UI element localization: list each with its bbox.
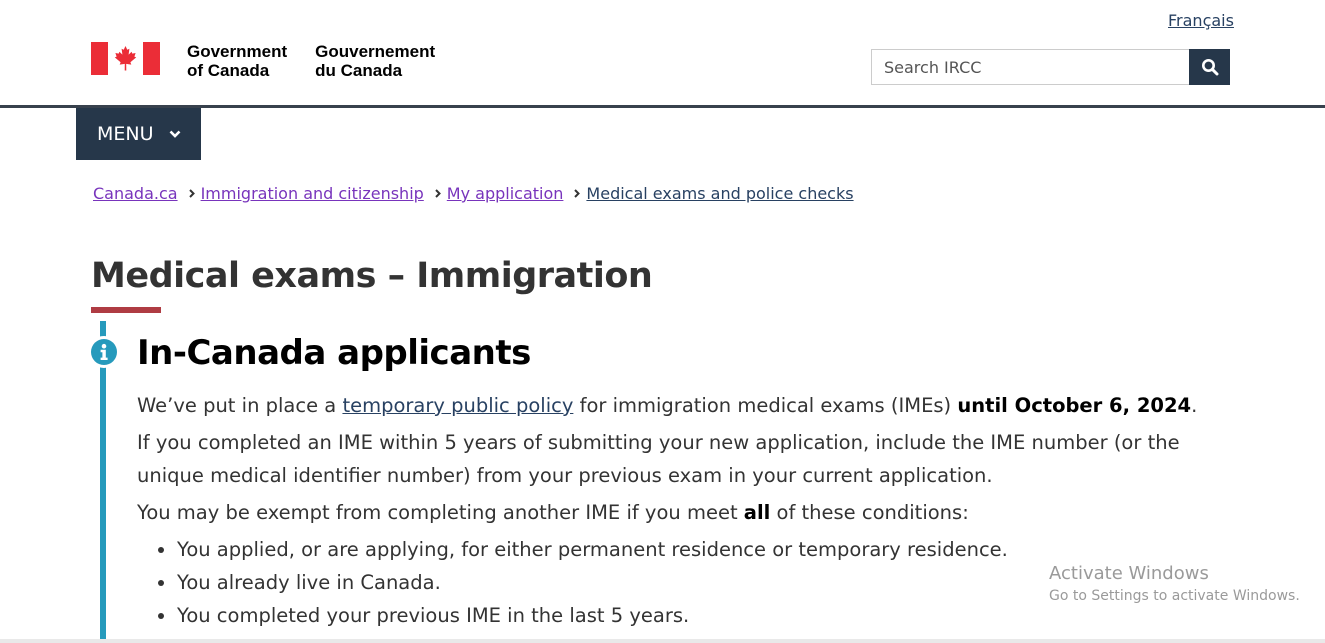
alert-paragraph-conditions [137, 496, 1227, 529]
breadcrumb-link-my-application[interactable]: My application [446, 184, 564, 203]
text: You may be exempt from completing another IME if you meet [137, 501, 744, 524]
breadcrumb-link-medical-exams[interactable]: Medical exams and police checks [586, 184, 854, 203]
title-underline [91, 307, 161, 313]
breadcrumb-link-immigration[interactable]: Immigration and citizenship [200, 184, 424, 203]
watermark-title: Activate Windows [1049, 563, 1209, 584]
government-of-canada-label: Government of Canada [187, 42, 288, 80]
breadcrumb [93, 184, 854, 203]
alert-paragraph-ime-number: If you completed an IME within 5 years of submitting your new application, include the IME number (or the unique medical identifier number) from your previous exam in your current application. [137, 431, 1180, 487]
search-input[interactable] [871, 49, 1189, 85]
chevron-right-icon [574, 189, 580, 198]
text: of these conditions: [770, 501, 969, 524]
government-signature[interactable] [91, 42, 435, 80]
menu-button[interactable] [76, 108, 201, 160]
chevron-right-icon [435, 189, 441, 198]
list-item: • You completed your previous IME in the last 5 years. [177, 599, 1227, 632]
menu-label: MENU [97, 123, 154, 145]
breadcrumb-link-canada-ca[interactable]: Canada.ca [93, 184, 178, 203]
chevron-right-icon [189, 189, 195, 198]
page-title: Medical exams – Immigration [91, 256, 653, 296]
activate-windows-watermark [1049, 562, 1300, 606]
alert-info-bar [100, 321, 106, 643]
search-button[interactable] [1189, 49, 1230, 85]
search-form [871, 49, 1231, 85]
chevron-down-icon [169, 130, 181, 139]
watermark-subtitle: Go to Settings to activate Windows. [1049, 588, 1300, 604]
text: We’ve put in place a [137, 394, 343, 417]
temporary-public-policy-link[interactable]: temporary public policy [342, 394, 574, 417]
list-item: • You already live in Canada. [177, 566, 1227, 599]
language-toggle-link[interactable]: Français [1168, 11, 1234, 30]
gouvernement-du-canada-label: Gouvernement du Canada [315, 42, 436, 80]
alert-heading: In-Canada applicants [137, 333, 531, 373]
text: . [1191, 394, 1198, 417]
list-item: • You applied, or are applying, for either permanent residence or temporary residence. [177, 533, 1227, 566]
deadline-text: until October 6, 2024 [957, 394, 1192, 417]
text: for immigration medical exams (IMEs) [573, 394, 958, 417]
alert-paragraph-policy [137, 389, 1227, 422]
magnifier-icon [1201, 58, 1219, 76]
info-icon [91, 339, 117, 365]
emphasis-all: all [743, 501, 771, 524]
taskbar-edge [0, 639, 1325, 643]
canada-flag-icon [91, 42, 160, 75]
